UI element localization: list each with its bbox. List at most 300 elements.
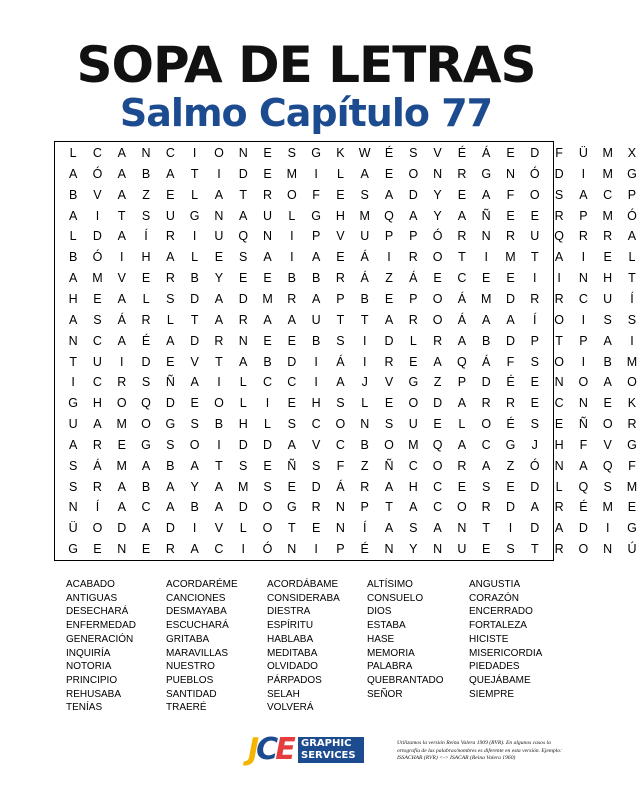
grid-cell[interactable]: R bbox=[603, 229, 613, 244]
grid-cell[interactable]: D bbox=[287, 354, 297, 369]
grid-cell[interactable]: A bbox=[190, 542, 199, 557]
grid-cell[interactable]: S bbox=[141, 375, 151, 390]
grid-cell[interactable]: F bbox=[506, 187, 515, 202]
grid-cell[interactable]: H bbox=[92, 396, 102, 411]
grid-cell[interactable]: L bbox=[69, 146, 77, 160]
grid-cell[interactable]: L bbox=[628, 250, 636, 265]
grid-cell[interactable]: A bbox=[360, 166, 369, 181]
grid-cell[interactable]: S bbox=[68, 458, 78, 473]
grid-cell[interactable]: P bbox=[579, 208, 588, 223]
grid-cell[interactable]: D bbox=[505, 333, 515, 348]
grid-cell[interactable]: O bbox=[141, 417, 151, 432]
grid-cell[interactable]: A bbox=[603, 333, 612, 348]
grid-cell[interactable]: M bbox=[602, 166, 613, 181]
grid-cell[interactable]: O bbox=[432, 312, 443, 327]
grid-cell[interactable]: U bbox=[457, 542, 467, 557]
grid-cell[interactable]: P bbox=[457, 375, 467, 390]
grid-cell[interactable]: U bbox=[263, 208, 273, 223]
grid-cell[interactable]: A bbox=[214, 291, 224, 306]
grid-cell[interactable]: É bbox=[457, 146, 467, 160]
grid-cell[interactable]: T bbox=[360, 312, 369, 327]
grid-cell[interactable]: R bbox=[384, 354, 394, 369]
grid-cell[interactable]: T bbox=[215, 354, 223, 369]
grid-cell[interactable]: H bbox=[238, 417, 248, 432]
grid-cell[interactable]: W bbox=[358, 146, 371, 160]
grid-cell[interactable]: Á bbox=[482, 354, 491, 369]
grid-cell[interactable]: L bbox=[166, 312, 174, 327]
grid-cell[interactable]: A bbox=[214, 479, 224, 494]
grid-cell[interactable]: E bbox=[190, 396, 199, 411]
grid-cell[interactable]: A bbox=[506, 312, 515, 327]
grid-cell[interactable]: A bbox=[117, 291, 126, 306]
grid-cell[interactable]: E bbox=[336, 250, 345, 265]
grid-cell[interactable]: O bbox=[602, 417, 613, 432]
grid-cell[interactable]: E bbox=[93, 291, 102, 306]
grid-cell[interactable]: L bbox=[239, 375, 247, 390]
grid-cell[interactable]: S bbox=[530, 354, 539, 369]
grid-cell[interactable]: T bbox=[288, 521, 296, 536]
grid-cell[interactable]: O bbox=[214, 396, 224, 411]
grid-cell[interactable]: I bbox=[217, 437, 221, 452]
grid-cell[interactable]: E bbox=[603, 250, 612, 265]
grid-cell[interactable]: Á bbox=[336, 479, 345, 494]
grid-cell[interactable]: F bbox=[506, 354, 515, 369]
grid-cell[interactable]: I bbox=[290, 250, 294, 265]
grid-cell[interactable]: I bbox=[241, 542, 245, 557]
grid-cell[interactable]: D bbox=[554, 166, 564, 181]
grid-cell[interactable]: D bbox=[238, 437, 248, 452]
grid-cell[interactable]: N bbox=[554, 375, 564, 390]
grid-cell[interactable]: I bbox=[605, 521, 610, 536]
grid-cell[interactable]: C bbox=[263, 375, 273, 390]
grid-cell[interactable]: É bbox=[360, 542, 369, 557]
grid-cell[interactable]: O bbox=[262, 500, 273, 515]
grid-cell[interactable]: E bbox=[263, 271, 272, 286]
grid-cell[interactable]: Y bbox=[409, 542, 418, 557]
grid-cell[interactable]: Ñ bbox=[481, 208, 491, 223]
grid-cell[interactable]: N bbox=[481, 229, 491, 244]
grid-cell[interactable]: K bbox=[336, 146, 345, 160]
grid-cell[interactable]: I bbox=[217, 375, 221, 390]
grid-cell[interactable]: A bbox=[627, 229, 637, 244]
grid-cell[interactable]: E bbox=[482, 271, 491, 286]
grid-cell[interactable]: I bbox=[484, 250, 488, 265]
grid-cell[interactable]: C bbox=[433, 500, 443, 515]
grid-cell[interactable]: L bbox=[191, 187, 199, 202]
grid-cell[interactable]: R bbox=[530, 291, 540, 306]
grid-cell[interactable]: E bbox=[482, 542, 491, 557]
grid-cell[interactable]: D bbox=[505, 500, 515, 515]
grid-cell[interactable]: P bbox=[409, 229, 418, 244]
grid-cell[interactable]: A bbox=[311, 291, 321, 306]
grid-cell[interactable]: V bbox=[214, 521, 224, 536]
grid-cell[interactable]: N bbox=[578, 271, 588, 286]
grid-cell[interactable]: E bbox=[263, 166, 272, 181]
grid-cell[interactable]: L bbox=[239, 521, 247, 536]
grid-cell[interactable]: C bbox=[165, 146, 175, 160]
grid-cell[interactable]: N bbox=[335, 500, 345, 515]
grid-cell[interactable]: Á bbox=[360, 271, 369, 286]
grid-cell[interactable]: M bbox=[238, 479, 249, 494]
grid-cell[interactable]: A bbox=[263, 312, 272, 327]
grid-cell[interactable]: E bbox=[530, 208, 539, 223]
grid-cell[interactable]: A bbox=[117, 479, 126, 494]
grid-cell[interactable]: F bbox=[579, 437, 588, 452]
grid-cell[interactable]: G bbox=[627, 437, 637, 452]
grid-cell[interactable]: Q bbox=[457, 354, 467, 369]
grid-cell[interactable]: B bbox=[482, 333, 491, 348]
grid-cell[interactable]: N bbox=[433, 542, 443, 557]
grid-cell[interactable]: A bbox=[141, 458, 151, 473]
grid-cell[interactable]: R bbox=[505, 229, 515, 244]
grid-cell[interactable]: E bbox=[166, 354, 175, 369]
grid-cell[interactable]: N bbox=[68, 500, 78, 515]
grid-cell[interactable]: S bbox=[93, 312, 102, 327]
grid-cell[interactable]: D bbox=[481, 375, 491, 390]
grid-cell[interactable]: S bbox=[68, 479, 78, 494]
grid-cell[interactable]: D bbox=[384, 333, 394, 348]
grid-cell[interactable]: A bbox=[166, 479, 175, 494]
grid-cell[interactable]: H bbox=[141, 250, 151, 265]
grid-cell[interactable]: A bbox=[166, 333, 175, 348]
grid-cell[interactable]: L bbox=[142, 291, 150, 306]
grid-cell[interactable]: C bbox=[408, 458, 418, 473]
grid-cell[interactable]: P bbox=[336, 542, 345, 557]
grid-cell[interactable]: H bbox=[603, 271, 613, 286]
grid-cell[interactable]: L bbox=[191, 250, 199, 265]
grid-cell[interactable]: U bbox=[92, 354, 102, 369]
grid-cell[interactable]: T bbox=[336, 312, 345, 327]
grid-cell[interactable]: Ó bbox=[627, 208, 637, 223]
grid-cell[interactable]: B bbox=[263, 354, 272, 369]
grid-cell[interactable]: S bbox=[603, 312, 612, 327]
grid-cell[interactable]: T bbox=[530, 250, 539, 265]
grid-cell[interactable]: R bbox=[457, 166, 467, 181]
grid-cell[interactable]: D bbox=[238, 166, 248, 181]
grid-cell[interactable]: C bbox=[311, 417, 321, 432]
grid-cell[interactable]: T bbox=[458, 250, 466, 265]
grid-cell[interactable]: G bbox=[408, 375, 419, 390]
grid-cell[interactable]: O bbox=[408, 396, 419, 411]
grid-cell[interactable]: S bbox=[239, 250, 248, 265]
grid-cell[interactable]: A bbox=[603, 375, 612, 390]
grid-cell[interactable]: M bbox=[359, 208, 370, 223]
grid-cell[interactable]: G bbox=[141, 437, 151, 452]
grid-cell[interactable]: R bbox=[238, 312, 248, 327]
grid-cell[interactable]: É bbox=[384, 146, 394, 160]
grid-cell[interactable]: G bbox=[481, 166, 492, 181]
grid-cell[interactable]: B bbox=[141, 479, 151, 494]
grid-cell[interactable]: N bbox=[238, 146, 248, 160]
grid-cell[interactable]: A bbox=[68, 312, 78, 327]
grid-cell[interactable]: C bbox=[141, 500, 151, 515]
grid-cell[interactable]: Z bbox=[385, 271, 393, 286]
grid-cell[interactable]: A bbox=[117, 187, 126, 202]
grid-cell[interactable]: C bbox=[92, 375, 102, 390]
grid-cell[interactable]: Ó bbox=[262, 542, 273, 557]
grid-cell[interactable]: I bbox=[630, 333, 634, 348]
grid-cell[interactable]: G bbox=[627, 521, 637, 536]
grid-cell[interactable]: S bbox=[141, 208, 151, 223]
grid-cell[interactable]: M bbox=[480, 291, 492, 306]
grid-cell[interactable]: V bbox=[190, 354, 199, 369]
grid-cell[interactable]: R bbox=[92, 479, 102, 494]
grid-cell[interactable]: Ó bbox=[529, 166, 540, 181]
grid-cell[interactable]: A bbox=[68, 166, 78, 181]
grid-cell[interactable]: S bbox=[263, 479, 272, 494]
grid-cell[interactable]: A bbox=[239, 208, 248, 223]
grid-cell[interactable]: B bbox=[68, 187, 78, 202]
grid-cell[interactable]: S bbox=[287, 417, 296, 432]
grid-cell[interactable]: L bbox=[69, 229, 77, 244]
grid-cell[interactable]: M bbox=[116, 458, 127, 473]
grid-cell[interactable]: V bbox=[384, 375, 394, 390]
grid-cell[interactable]: Q bbox=[554, 229, 564, 244]
grid-cell[interactable]: E bbox=[263, 333, 272, 348]
grid-cell[interactable]: O bbox=[432, 250, 443, 265]
grid-cell[interactable]: K bbox=[627, 396, 637, 411]
grid-cell[interactable]: L bbox=[409, 333, 417, 348]
grid-cell[interactable]: T bbox=[190, 312, 199, 327]
grid-cell[interactable]: R bbox=[457, 458, 467, 473]
grid-cell[interactable]: E bbox=[457, 187, 467, 202]
grid-cell[interactable]: M bbox=[262, 291, 273, 306]
grid-cell[interactable]: A bbox=[166, 500, 175, 515]
grid-cell[interactable]: B bbox=[214, 417, 224, 432]
grid-cell[interactable]: H bbox=[68, 291, 78, 306]
grid-cell[interactable]: A bbox=[457, 437, 467, 452]
grid-cell[interactable]: D bbox=[92, 229, 102, 244]
grid-cell[interactable]: É bbox=[579, 500, 588, 515]
grid-cell[interactable]: B bbox=[360, 437, 369, 452]
grid-cell[interactable]: O bbox=[529, 187, 540, 202]
grid-cell[interactable]: S bbox=[603, 479, 612, 494]
grid-cell[interactable]: I bbox=[362, 354, 367, 369]
grid-cell[interactable]: S bbox=[311, 458, 321, 473]
grid-cell[interactable]: Ú bbox=[627, 542, 637, 557]
grid-cell[interactable]: S bbox=[384, 417, 394, 432]
grid-cell[interactable]: E bbox=[627, 500, 637, 515]
grid-cell[interactable]: R bbox=[408, 312, 418, 327]
grid-cell[interactable]: N bbox=[603, 542, 613, 557]
grid-cell[interactable]: D bbox=[238, 500, 248, 515]
grid-cell[interactable]: D bbox=[263, 437, 273, 452]
grid-cell[interactable]: M bbox=[408, 437, 419, 452]
grid-cell[interactable]: A bbox=[117, 229, 126, 244]
grid-cell[interactable]: E bbox=[311, 521, 321, 536]
grid-cell[interactable]: D bbox=[311, 479, 321, 494]
grid-cell[interactable]: A bbox=[457, 333, 467, 348]
grid-cell[interactable]: V bbox=[336, 229, 345, 244]
grid-cell[interactable]: N bbox=[360, 417, 370, 432]
grid-cell[interactable]: G bbox=[311, 208, 321, 223]
grid-cell[interactable]: R bbox=[214, 333, 224, 348]
grid-cell[interactable]: E bbox=[287, 479, 296, 494]
grid-cell[interactable]: Ñ bbox=[165, 375, 175, 390]
grid-cell[interactable]: G bbox=[286, 500, 297, 515]
grid-cell[interactable]: F bbox=[336, 458, 345, 473]
grid-cell[interactable]: C bbox=[92, 333, 102, 348]
grid-cell[interactable]: D bbox=[433, 396, 443, 411]
grid-cell[interactable]: G bbox=[189, 208, 200, 223]
grid-cell[interactable]: Z bbox=[142, 187, 150, 202]
grid-cell[interactable]: R bbox=[481, 396, 491, 411]
grid-cell[interactable]: U bbox=[360, 229, 370, 244]
grid-cell[interactable]: R bbox=[263, 187, 273, 202]
grid-cell[interactable]: O bbox=[481, 417, 492, 432]
grid-cell[interactable]: Í bbox=[533, 312, 537, 327]
grid-cell[interactable]: S bbox=[627, 312, 637, 327]
grid-cell[interactable]: N bbox=[263, 229, 273, 244]
grid-cell[interactable]: Í bbox=[630, 291, 634, 306]
grid-cell[interactable]: V bbox=[603, 437, 612, 452]
grid-cell[interactable]: S bbox=[506, 542, 515, 557]
grid-cell[interactable]: C bbox=[92, 146, 102, 160]
grid-cell[interactable]: T bbox=[530, 542, 539, 557]
grid-cell[interactable]: O bbox=[554, 354, 564, 369]
grid-cell[interactable]: F bbox=[312, 187, 320, 202]
grid-cell[interactable]: B bbox=[166, 458, 175, 473]
grid-cell[interactable]: I bbox=[120, 250, 124, 265]
grid-cell[interactable]: N bbox=[505, 166, 515, 181]
grid-cell[interactable]: N bbox=[433, 166, 443, 181]
grid-cell[interactable]: O bbox=[92, 521, 103, 536]
grid-cell[interactable]: Ñ bbox=[384, 458, 394, 473]
grid-cell[interactable]: A bbox=[117, 166, 126, 181]
grid-cell[interactable]: C bbox=[554, 396, 564, 411]
grid-cell[interactable]: B bbox=[141, 166, 151, 181]
grid-cell[interactable]: N bbox=[335, 521, 345, 536]
grid-cell[interactable]: E bbox=[409, 354, 418, 369]
grid-cell[interactable]: H bbox=[311, 396, 321, 411]
grid-cell[interactable]: O bbox=[432, 291, 443, 306]
grid-cell[interactable]: T bbox=[385, 500, 393, 515]
grid-cell[interactable]: R bbox=[554, 291, 564, 306]
grid-cell[interactable]: L bbox=[239, 396, 247, 411]
grid-cell[interactable]: C bbox=[214, 542, 224, 557]
grid-cell[interactable]: A bbox=[214, 187, 224, 202]
grid-cell[interactable]: A bbox=[190, 458, 199, 473]
grid-cell[interactable]: S bbox=[360, 187, 369, 202]
grid-cell[interactable]: D bbox=[505, 291, 515, 306]
grid-cell[interactable]: I bbox=[290, 229, 294, 244]
grid-cell[interactable]: A bbox=[117, 146, 126, 160]
grid-cell[interactable]: V bbox=[93, 187, 102, 202]
grid-cell[interactable]: A bbox=[579, 458, 588, 473]
grid-cell[interactable]: S bbox=[554, 187, 564, 202]
grid-cell[interactable]: Q bbox=[141, 396, 151, 411]
grid-cell[interactable]: E bbox=[336, 187, 345, 202]
grid-cell[interactable]: Á bbox=[482, 146, 491, 160]
grid-cell[interactable]: Í bbox=[362, 521, 367, 536]
grid-cell[interactable]: É bbox=[506, 375, 515, 390]
grid-cell[interactable]: N bbox=[117, 542, 127, 557]
grid-cell[interactable]: R bbox=[627, 417, 637, 432]
grid-cell[interactable]: A bbox=[68, 437, 78, 452]
grid-cell[interactable]: C bbox=[578, 291, 588, 306]
grid-cell[interactable]: I bbox=[581, 250, 586, 265]
grid-cell[interactable]: B bbox=[190, 271, 199, 286]
grid-cell[interactable]: M bbox=[505, 250, 516, 265]
grid-cell[interactable]: S bbox=[190, 417, 199, 432]
grid-cell[interactable]: D bbox=[408, 187, 418, 202]
grid-cell[interactable]: Á bbox=[409, 271, 418, 286]
grid-cell[interactable]: S bbox=[482, 479, 491, 494]
grid-cell[interactable]: E bbox=[506, 208, 515, 223]
grid-cell[interactable]: I bbox=[120, 354, 124, 369]
grid-cell[interactable]: T bbox=[215, 458, 223, 473]
grid-cell[interactable]: I bbox=[192, 146, 197, 160]
grid-cell[interactable]: O bbox=[457, 500, 467, 515]
grid-cell[interactable]: A bbox=[93, 417, 102, 432]
grid-cell[interactable]: Á bbox=[457, 312, 467, 327]
grid-cell[interactable]: D bbox=[117, 521, 127, 536]
grid-cell[interactable]: Y bbox=[433, 187, 442, 202]
grid-cell[interactable]: E bbox=[506, 146, 515, 160]
grid-cell[interactable]: E bbox=[530, 396, 539, 411]
grid-cell[interactable]: G bbox=[505, 437, 516, 452]
grid-cell[interactable]: R bbox=[554, 542, 564, 557]
grid-cell[interactable]: U bbox=[165, 208, 175, 223]
grid-cell[interactable]: A bbox=[482, 312, 491, 327]
grid-cell[interactable]: Q bbox=[578, 479, 589, 494]
grid-cell[interactable]: R bbox=[481, 500, 491, 515]
grid-cell[interactable]: T bbox=[628, 271, 636, 286]
grid-cell[interactable]: C bbox=[481, 437, 491, 452]
grid-cell[interactable]: C bbox=[335, 437, 345, 452]
grid-cell[interactable]: J bbox=[361, 375, 368, 390]
grid-cell[interactable]: L bbox=[264, 417, 271, 432]
grid-cell[interactable]: P bbox=[384, 229, 394, 244]
grid-cell[interactable]: P bbox=[530, 333, 539, 348]
grid-cell[interactable]: É bbox=[141, 333, 151, 348]
grid-cell[interactable]: A bbox=[287, 437, 296, 452]
grid-cell[interactable]: A bbox=[457, 208, 467, 223]
grid-cell[interactable]: P bbox=[336, 291, 345, 306]
grid-cell[interactable]: Ñ bbox=[578, 417, 588, 432]
grid-cell[interactable]: E bbox=[287, 396, 296, 411]
grid-cell[interactable]: M bbox=[626, 354, 638, 369]
grid-cell[interactable]: D bbox=[530, 521, 540, 536]
grid-cell[interactable]: E bbox=[530, 375, 539, 390]
grid-cell[interactable]: E bbox=[457, 479, 467, 494]
grid-cell[interactable]: Z bbox=[360, 458, 369, 473]
grid-cell[interactable]: Í bbox=[95, 500, 100, 515]
grid-cell[interactable]: O bbox=[432, 458, 443, 473]
grid-cell[interactable]: L bbox=[288, 208, 296, 223]
grid-cell[interactable]: R bbox=[117, 375, 127, 390]
grid-cell[interactable]: Y bbox=[214, 271, 224, 286]
grid-cell[interactable]: I bbox=[265, 396, 270, 411]
grid-cell[interactable]: Ñ bbox=[287, 458, 297, 473]
grid-cell[interactable]: A bbox=[166, 166, 175, 181]
grid-cell[interactable]: Ó bbox=[92, 250, 103, 265]
grid-cell[interactable]: A bbox=[409, 500, 418, 515]
grid-cell[interactable]: E bbox=[603, 396, 612, 411]
grid-cell[interactable]: A bbox=[239, 354, 248, 369]
grid-cell[interactable]: R bbox=[335, 271, 345, 286]
grid-cell[interactable]: I bbox=[314, 375, 318, 390]
grid-cell[interactable]: Ü bbox=[68, 521, 78, 536]
grid-cell[interactable]: B bbox=[287, 271, 296, 286]
grid-cell[interactable]: O bbox=[627, 375, 637, 390]
grid-cell[interactable]: N bbox=[141, 146, 151, 160]
grid-cell[interactable]: Q bbox=[602, 458, 613, 473]
grid-cell[interactable]: I bbox=[533, 271, 537, 286]
grid-cell[interactable]: M bbox=[116, 417, 127, 432]
grid-cell[interactable]: E bbox=[506, 271, 515, 286]
grid-cell[interactable]: U bbox=[530, 229, 540, 244]
